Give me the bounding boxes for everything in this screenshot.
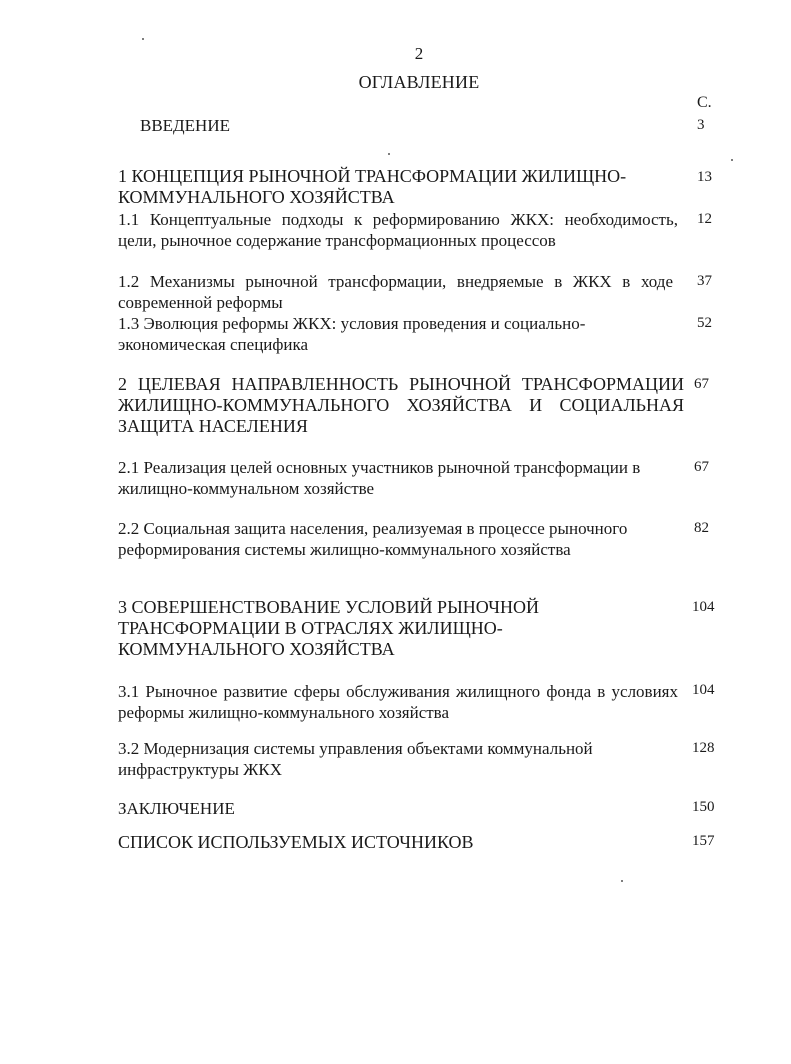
toc-entry-page: 150 [692,799,715,815]
toc-entry-section-2-2 [118,518,678,560]
toc-entry-page: 12 [697,211,712,227]
toc-entry-page: 52 [697,315,712,331]
toc-entry-title: СПИСОК ИСПОЛЬЗУЕМЫХ ИСТОЧНИКОВ [118,832,474,852]
toc-entry-page: 3 [697,117,705,133]
toc-entry-conclusion [118,798,684,819]
toc-entry-section-2-1 [118,457,673,499]
toc-entry-title: 2 ЦЕЛЕВАЯ НАПРАВЛЕННОСТЬ РЫНОЧНОЙ ТРАНСФОРМАЦИИ ЖИЛИЩНО-КОММУНАЛЬНОГО ХОЗЯЙСТВА И СОЦИАЛЬНАЯ ЗАЩИТА НАСЕЛЕНИЯ [118,374,684,436]
toc-entry-title: 3.2 Модернизация системы управления объектами коммунальной инфраструктуры ЖКХ [118,739,593,779]
toc-entry-title: ЗАКЛЮЧЕНИЕ [118,799,235,818]
toc-entry-section-3-1 [118,681,678,723]
toc-title: ОГЛАВЛЕНИЕ [358,72,480,92]
scan-speck [621,880,623,882]
toc-entry-page: 67 [694,376,709,392]
toc-entry-chapter-3 [118,597,568,660]
toc-entry-section-1-3 [118,313,638,355]
toc-entry-title: 1.2 Механизмы рыночной трансформации, внедряемые в ЖКХ в ходе современной реформы [118,272,673,312]
toc-entry-chapter-2 [118,374,684,437]
page-number: 2 [414,44,424,63]
toc-entry-references [118,832,684,853]
toc-entry-page: 104 [692,599,715,615]
toc-entry-title: ВВЕДЕНИЕ [140,116,230,135]
toc-entry-title: 3.1 Рыночное развитие сферы обслуживания жилищного фонда в условиях реформы жилищно-коммунального хозяйства [118,682,678,722]
toc-entry-section-1-2 [118,271,673,313]
scan-speck [731,159,733,161]
toc-entry-introduction [140,115,706,136]
toc-entry-page: 37 [697,273,712,289]
scan-speck [142,38,144,40]
page-column-label: С. [697,94,712,111]
toc-entry-page: 157 [692,833,715,849]
toc-entry-title: 2.1 Реализация целей основных участников рыночной трансформации в жилищно-коммунальном хозяйстве [118,458,641,498]
toc-entry-section-3-2 [118,738,663,780]
toc-entry-page: 128 [692,740,715,756]
toc-entry-page: 67 [694,459,709,475]
toc-entry-title: 2.2 Социальная защита населения, реализуемая в процессе рыночного реформирования системы жилищно-коммунального хозяйства [118,519,628,559]
toc-entry-title: 1 КОНЦЕПЦИЯ РЫНОЧНОЙ ТРАНСФОРМАЦИИ ЖИЛИЩНО-КОММУНАЛЬНОГО ХОЗЯЙСТВА [118,166,627,207]
toc-entry-page: 82 [694,520,709,536]
scan-speck [388,153,390,155]
toc-entry-chapter-1 [118,166,658,208]
toc-entry-title: 1.3 Эволюция реформы ЖКХ: условия проведения и социально-экономическая специфика [118,314,586,354]
toc-entry-title: 1.1 Концептуальные подходы к реформированию ЖКХ: необходимость, цели, рыночное содержание трансформационных процессов [118,210,678,250]
toc-entry-page: 104 [692,682,715,698]
toc-entry-section-1-1 [118,209,678,251]
toc-entry-page: 13 [697,169,712,185]
toc-entry-title: 3 СОВЕРШЕНСТВОВАНИЕ УСЛОВИЙ РЫНОЧНОЙ ТРАНСФОРМАЦИИ В ОТРАСЛЯХ ЖИЛИЩНО-КОММУНАЛЬНОГО ХОЗЯЙСТВА [118,597,540,659]
